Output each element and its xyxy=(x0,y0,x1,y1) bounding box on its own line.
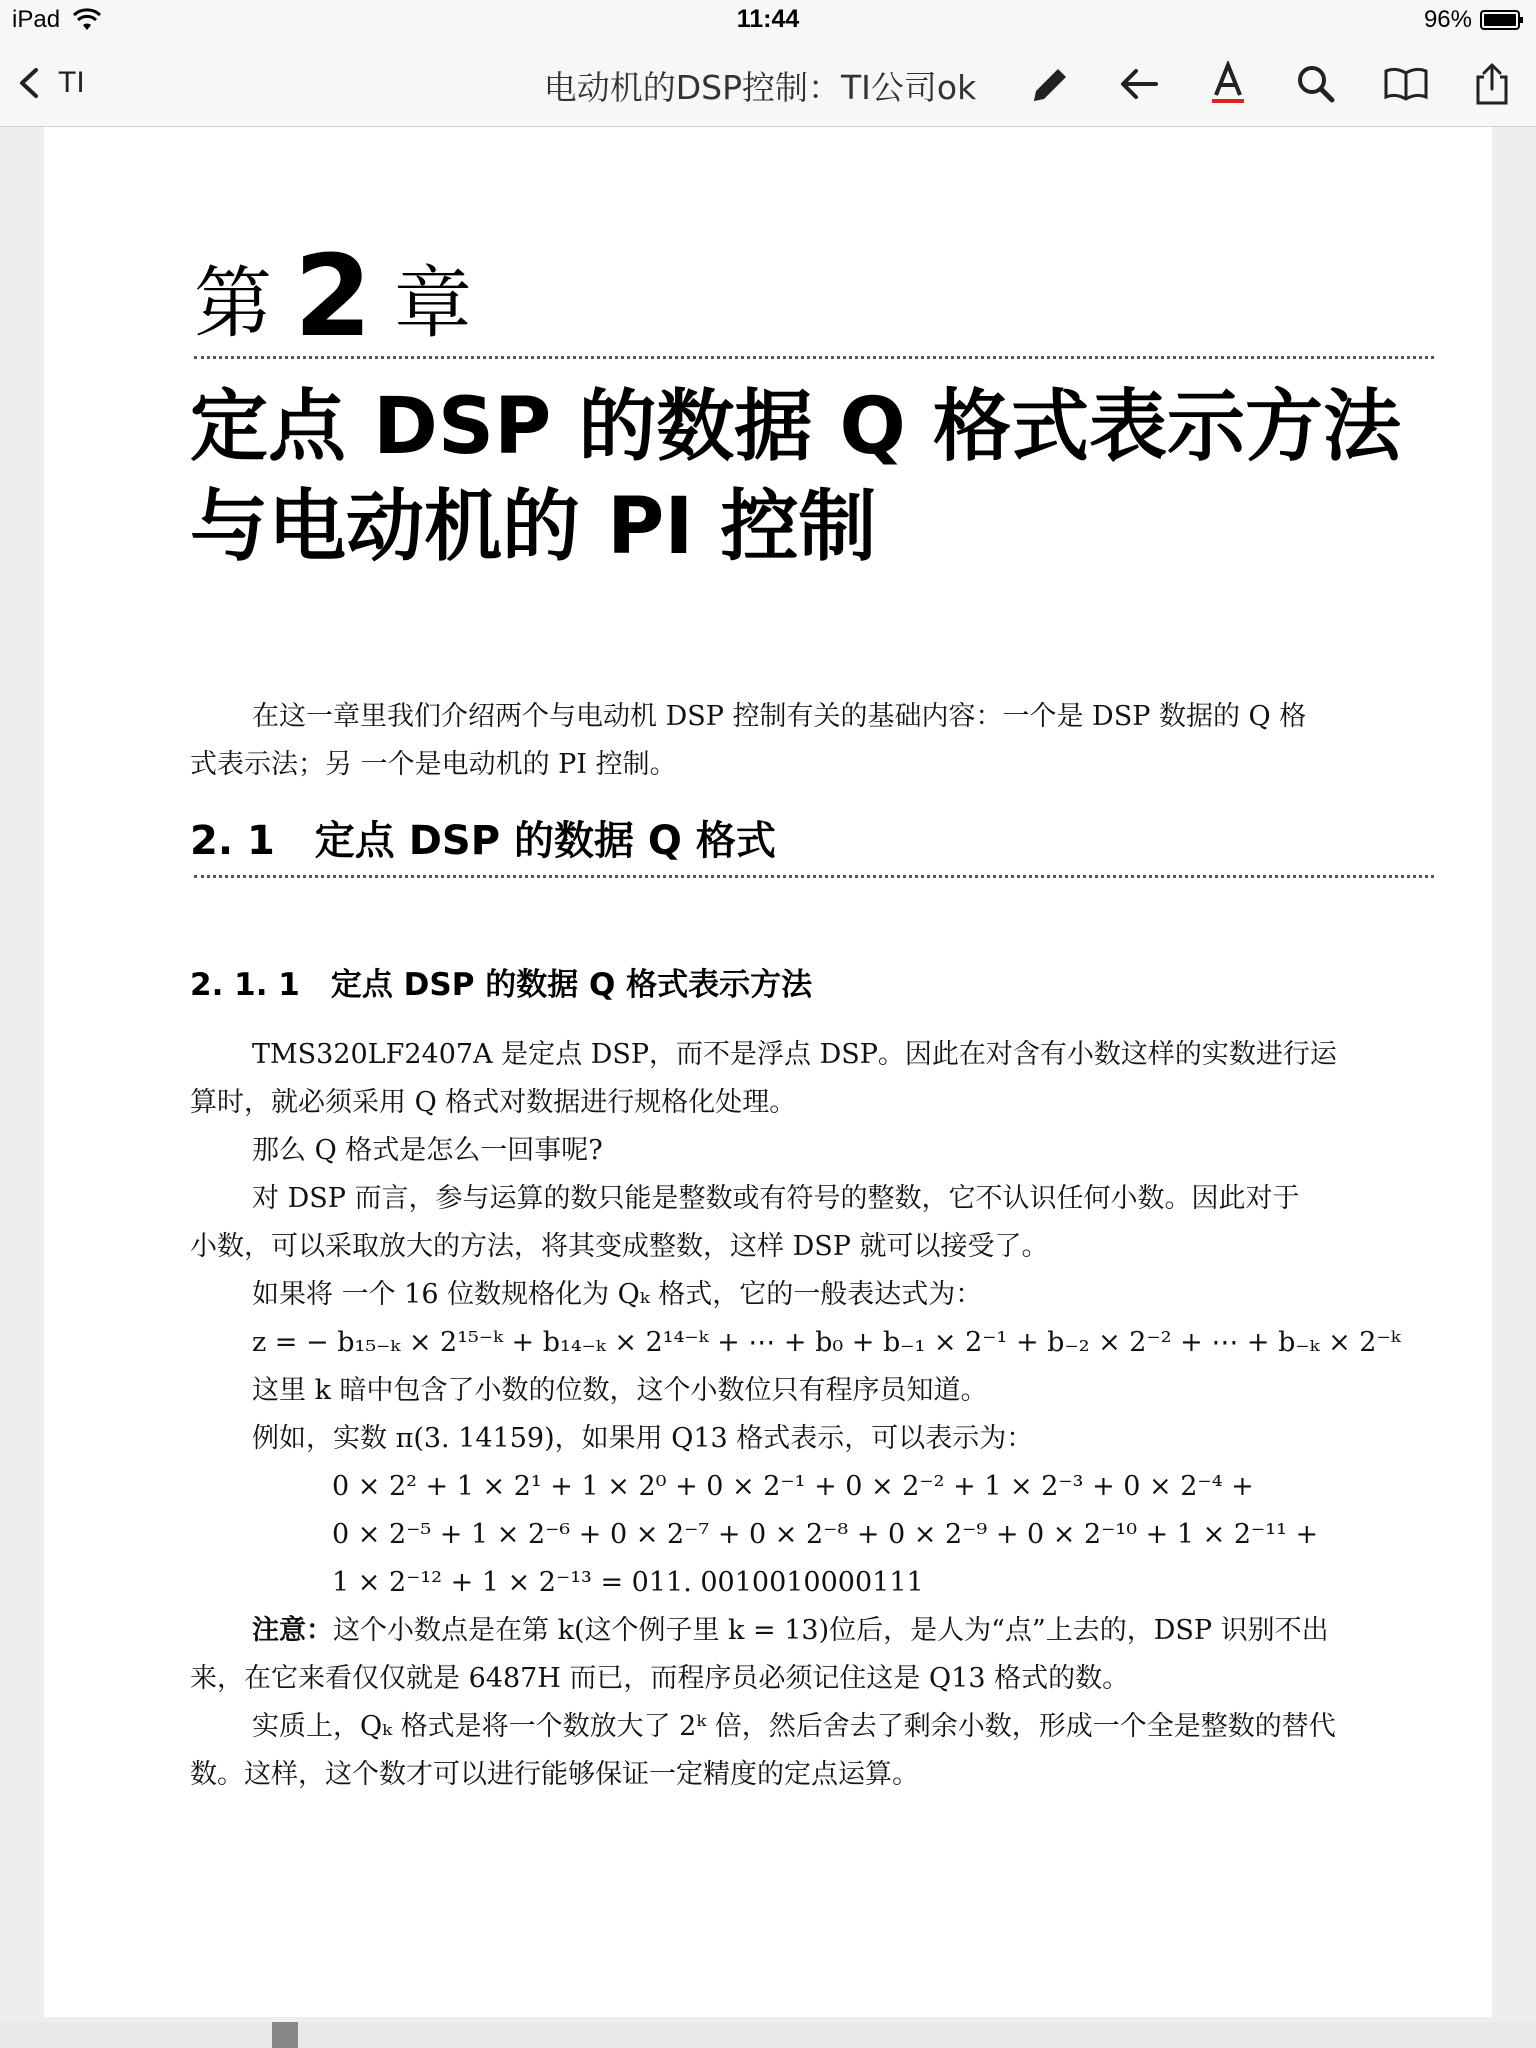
text-style-button[interactable] xyxy=(1200,60,1256,108)
back-label: TI xyxy=(58,66,85,99)
scrubber-thumb[interactable] xyxy=(272,2022,298,2048)
note-text: 这个小数点是在第 k(这个例子里 k = 13)位后，是人为“点”上去的，DSP 识别不出 xyxy=(333,1615,1329,1646)
chapter-prefix: 第 xyxy=(194,259,273,349)
clock: 11:44 xyxy=(736,5,800,33)
chapter-title-line-2: 与电动机的 PI 控制 xyxy=(190,482,877,572)
paragraph-line: 数。这样，这个数才可以进行能够保证一定精度的定点运算。 xyxy=(190,1759,919,1790)
paragraph-line: 那么 Q 格式是怎么一回事呢? xyxy=(252,1135,603,1166)
chapter-heading xyxy=(194,223,472,362)
paragraph-line: 实质上，Qₖ 格式是将一个数放大了 2ᵏ 倍，然后舍去了剩余小数，形成一个全是整数的替代 xyxy=(252,1711,1336,1742)
search-icon xyxy=(1292,61,1340,107)
share-button[interactable] xyxy=(1464,60,1520,108)
go-back-button[interactable] xyxy=(1112,60,1168,108)
back-arrow-icon xyxy=(1116,61,1164,107)
section-divider xyxy=(194,875,1434,878)
chapter-title-line-1: 定点 DSP 的数据 Q 格式表示方法 xyxy=(190,382,1402,472)
paragraph-line: TMS320LF2407A 是定点 DSP，而不是浮点 DSP。因此在对含有小数这样的实数进行运 xyxy=(252,1039,1337,1070)
chapter-suffix: 章 xyxy=(393,259,472,349)
page-scrubber[interactable] xyxy=(0,2022,1536,2048)
example-formula-line-1: 0 × 2² + 1 × 2¹ + 1 × 2⁰ + 0 × 2⁻¹ + 0 × 2⁻² + 1 × 2⁻³ + 0 × 2⁻⁴ + xyxy=(332,1471,1254,1502)
subsection-heading: 2. 1. 1 定点 DSP 的数据 Q 格式表示方法 xyxy=(190,967,813,1003)
battery-icon xyxy=(1480,10,1524,30)
intro-line-1: 在这一章里我们介绍两个与电动机 DSP 控制有关的基础内容：一个是 DSP 数据的 Q 格 xyxy=(252,701,1307,732)
intro-line-2: 式表示法；另 一个是电动机的 PI 控制。 xyxy=(190,749,677,780)
section-heading: 2. 1 定点 DSP 的数据 Q 格式 xyxy=(190,818,776,864)
paragraph-line: 算时，就必须采用 Q 格式对数据进行规格化处理。 xyxy=(190,1087,797,1118)
status-bar xyxy=(0,0,1536,40)
note-line-2: 来，在它来看仅仅就是 6487H 而已，而程序员必须记住这是 Q13 格式的数。 xyxy=(190,1663,1130,1694)
reader-toolbar xyxy=(0,40,1536,127)
paragraph-line: 对 DSP 而言，参与运算的数只能是整数或有符号的整数，它不认识任何小数。因此对于 xyxy=(252,1183,1300,1214)
example-formula-line-2: 0 × 2⁻⁵ + 1 × 2⁻⁶ + 0 × 2⁻⁷ + 0 × 2⁻⁸ + 0 × 2⁻⁹ + 0 × 2⁻¹⁰ + 1 × 2⁻¹¹ + xyxy=(332,1519,1319,1550)
chapter-title xyxy=(190,377,1450,577)
battery-percentage: 96% xyxy=(1423,6,1472,33)
annotate-button[interactable] xyxy=(1022,60,1078,108)
table-of-contents-button[interactable] xyxy=(1378,60,1434,108)
chapter-number: 2 xyxy=(294,232,372,362)
paragraph-line: 如果将 一个 16 位数规格化为 Qₖ 格式，它的一般表达式为： xyxy=(252,1279,983,1310)
paragraph-line: 这里 k 暗中包含了小数的位数，这个小数位只有程序员知道。 xyxy=(252,1375,988,1406)
example-formula-line-3: 1 × 2⁻¹² + 1 × 2⁻¹³ = 011. 0010010000111 xyxy=(332,1567,924,1598)
pencil-icon xyxy=(1026,61,1074,107)
note-line-1 xyxy=(190,1607,1442,1655)
text-style-icon xyxy=(1204,61,1252,107)
device-name: iPad xyxy=(12,6,61,33)
document-page xyxy=(44,127,1492,2017)
general-formula: z = − b₁₅₋ₖ × 2¹⁵⁻ᵏ + b₁₄₋ₖ × 2¹⁴⁻ᵏ + ⋯ + b₀ + b₋₁ × 2⁻¹ + b₋₂ × 2⁻² + ⋯ + b₋ₖ × 2⁻ᵏ xyxy=(252,1327,1401,1358)
back-button[interactable] xyxy=(14,60,85,106)
book-icon xyxy=(1382,61,1430,107)
paragraph-line: 例如，实数 π(3. 14159)，如果用 Q13 格式表示，可以表示为： xyxy=(252,1423,1034,1454)
chevron-left-icon xyxy=(14,66,44,100)
note-label: 注意： xyxy=(252,1615,333,1646)
paragraph-line: 小数，可以采取放大的方法，将其变成整数，这样 DSP 就可以接受了。 xyxy=(190,1231,1049,1262)
document-title: 电动机的DSP控制：TI公司ok xyxy=(543,68,977,107)
chapter-divider xyxy=(194,356,1434,359)
search-button[interactable] xyxy=(1288,60,1344,108)
share-icon xyxy=(1468,61,1516,107)
